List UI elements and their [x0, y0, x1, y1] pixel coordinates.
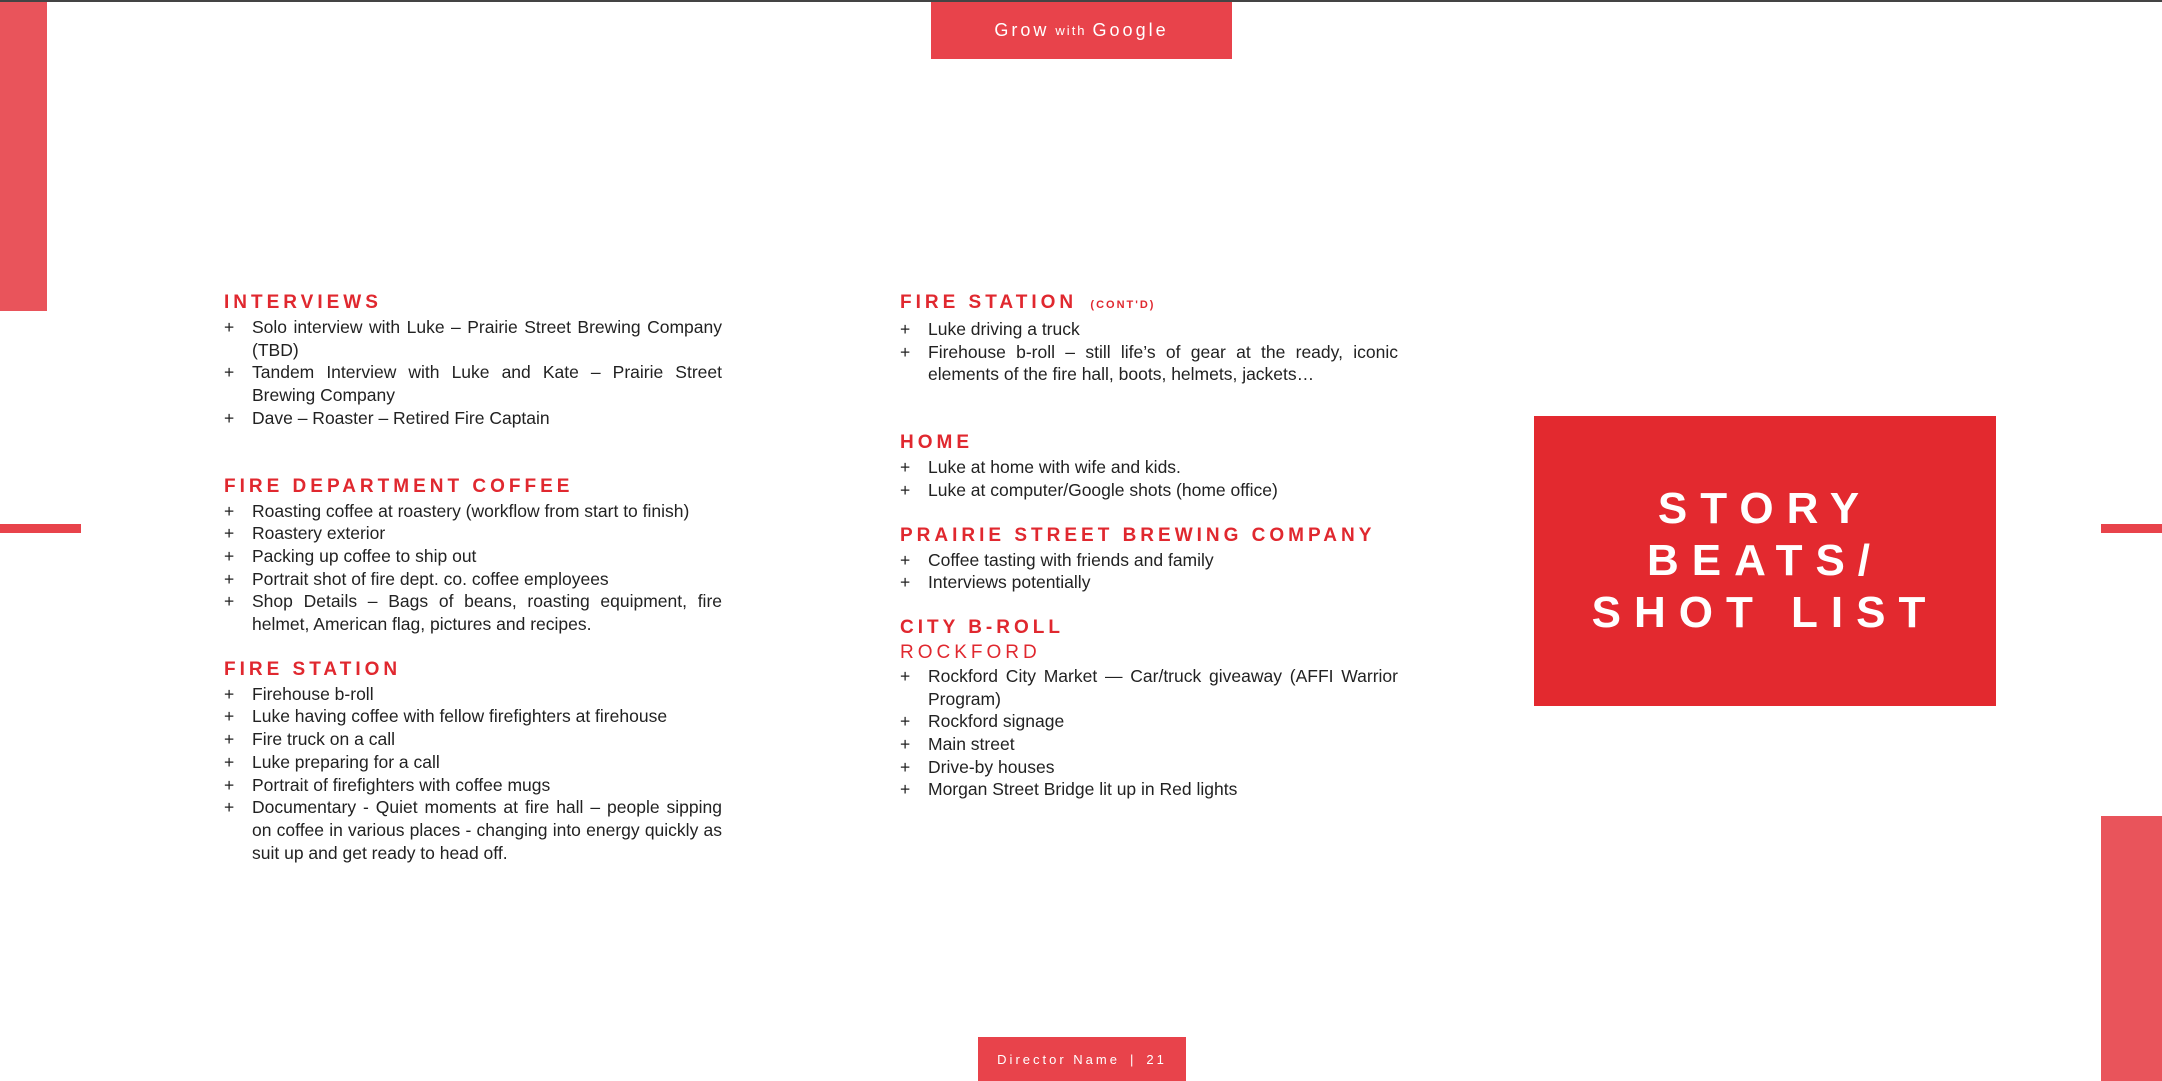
section-fire-station-contd [900, 290, 1398, 386]
list-item [224, 407, 722, 430]
item-list [900, 318, 1398, 386]
bullet-plus-icon: + [900, 572, 911, 593]
right-accent-bar [2101, 816, 2162, 1081]
item-text: Coffee tasting with friends and family [928, 549, 1214, 570]
page-number: 21 [1146, 1051, 1167, 1067]
list-item [224, 545, 722, 568]
story-box-text [1592, 483, 1939, 639]
section-fire-department-coffee [224, 474, 722, 636]
list-item [224, 316, 722, 361]
item-list [900, 665, 1398, 801]
list-item [224, 705, 722, 728]
item-text: Shop Details – Bags of beans, roasting equipment, fire helmet, American flag, pictures and recipes. [252, 591, 722, 635]
list-item [900, 710, 1398, 733]
list-item [224, 500, 722, 523]
item-text: Drive-by houses [928, 756, 1055, 777]
list-item [900, 733, 1398, 756]
bullet-plus-icon: + [224, 568, 235, 589]
bullet-plus-icon: + [224, 523, 235, 544]
item-list [224, 500, 722, 636]
brand-word-with: with [1055, 23, 1087, 38]
section-title: CITY B-ROLL [900, 616, 1064, 638]
section-title: PRAIRIE STREET BREWING COMPANY [900, 524, 1376, 546]
item-list [900, 549, 1398, 594]
section-interviews [224, 290, 722, 430]
bullet-plus-icon: + [224, 774, 235, 795]
brand-header-badge [931, 2, 1232, 59]
item-text: Rockford City Market — Car/truck giveaway (AFFI Warrior Program) [928, 665, 1398, 709]
item-list [224, 316, 722, 430]
section-home [900, 430, 1398, 501]
section-fire-station [224, 657, 722, 865]
section-title: FIRE STATION [224, 658, 402, 680]
left-accent-bar [0, 2, 47, 311]
bullet-plus-icon: + [900, 665, 911, 686]
story-beats-title-box [1534, 416, 1996, 706]
section-title: HOME [900, 432, 973, 454]
item-text: Main street [928, 734, 1015, 755]
middle-column [900, 290, 1398, 801]
item-text: Rockford signage [928, 711, 1065, 732]
item-text: Luke having coffee with fellow firefighters at firehouse [252, 706, 668, 727]
section-city-broll [900, 615, 1398, 801]
section-title: INTERVIEWS [224, 292, 382, 313]
bullet-plus-icon: + [224, 706, 235, 727]
list-item [224, 774, 722, 797]
bullet-plus-icon: + [900, 711, 911, 732]
item-text: Morgan Street Bridge lit up in Red lights [928, 779, 1238, 800]
bullet-plus-icon: + [224, 362, 235, 383]
list-item [224, 796, 722, 864]
bullet-plus-icon: + [224, 500, 235, 521]
item-text: Tandem Interview with Luke and Kate – Prairie Street Brewing Company [252, 362, 722, 406]
list-item [224, 590, 722, 635]
list-item [224, 361, 722, 406]
section-title-suffix: (CONT'D) [1090, 299, 1156, 311]
bullet-plus-icon: + [900, 549, 911, 570]
bullet-plus-icon: + [224, 407, 235, 428]
bullet-plus-icon: + [900, 341, 911, 362]
item-text: Firehouse b-roll [252, 683, 374, 704]
list-item [224, 568, 722, 591]
bullet-plus-icon: + [224, 729, 235, 750]
item-text: Interviews potentially [928, 572, 1091, 593]
item-list [900, 456, 1398, 501]
item-text: Documentary - Quiet moments at fire hall – people sipping on coffee in various places - changing into energy quickly as suit up and get ready to head off. [252, 797, 722, 863]
item-text: Roastery exterior [252, 523, 386, 544]
list-item [900, 318, 1398, 341]
list-item [900, 549, 1398, 572]
item-text: Firehouse b-roll – still life’s of gear at the ready, iconic elements of the fire hall, boots, helmets, jackets… [928, 341, 1398, 385]
bullet-plus-icon: + [224, 683, 235, 704]
list-item [900, 456, 1398, 479]
right-tick-mark [2101, 524, 2162, 533]
list-item [224, 728, 722, 751]
list-item [900, 756, 1398, 779]
list-item [900, 778, 1398, 801]
item-text: Luke at computer/Google shots (home office) [928, 479, 1278, 500]
item-text: Portrait shot of fire dept. co. coffee employees [252, 568, 609, 589]
list-item [224, 683, 722, 706]
brand-word-grow: Grow [994, 20, 1050, 40]
item-text: Packing up coffee to ship out [252, 545, 477, 566]
item-list [224, 683, 722, 865]
section-prairie-street [900, 523, 1398, 594]
page-footer-badge [978, 1037, 1186, 1081]
footer-separator: | [1129, 1051, 1137, 1067]
bullet-plus-icon: + [900, 319, 911, 339]
bullet-plus-icon: + [900, 779, 911, 800]
director-name: Director Name [997, 1051, 1120, 1067]
left-column [224, 290, 722, 864]
item-text: Solo interview with Luke – Prairie Street Brewing Company (TBD) [252, 317, 722, 360]
brand-word-google: Google [1092, 20, 1169, 40]
section-title [900, 290, 1398, 318]
story-box-line: SHOT LIST [1591, 588, 1939, 637]
item-text: Fire truck on a call [252, 729, 395, 750]
section-title-text: FIRE STATION [900, 292, 1078, 313]
bullet-plus-icon: + [224, 797, 235, 818]
bullet-plus-icon: + [224, 545, 235, 566]
section-subtitle: ROCKFORD [900, 641, 1041, 663]
list-item [900, 665, 1398, 710]
list-item [900, 341, 1398, 386]
bullet-plus-icon: + [900, 756, 911, 777]
section-title: FIRE DEPARTMENT COFFEE [224, 475, 574, 497]
item-text: Roasting coffee at roastery (workflow from start to finish) [252, 500, 690, 521]
story-box-line: BEATS/ [1646, 536, 1884, 585]
bullet-plus-icon: + [900, 457, 911, 478]
item-text: Portrait of firefighters with coffee mugs [252, 774, 551, 795]
left-tick-mark [0, 524, 81, 533]
item-text: Dave – Roaster – Retired Fire Captain [252, 407, 550, 428]
item-text: Luke preparing for a call [252, 751, 440, 772]
bullet-plus-icon: + [900, 734, 911, 755]
bullet-plus-icon: + [224, 591, 235, 612]
list-item [900, 571, 1398, 594]
list-item [900, 479, 1398, 502]
item-text: Luke driving a truck [928, 319, 1080, 339]
list-item [224, 522, 722, 545]
story-box-line: STORY [1657, 484, 1873, 533]
bullet-plus-icon: + [224, 751, 235, 772]
bullet-plus-icon: + [900, 479, 911, 500]
bullet-plus-icon: + [224, 317, 235, 337]
list-item [224, 751, 722, 774]
item-text: Luke at home with wife and kids. [928, 457, 1181, 478]
